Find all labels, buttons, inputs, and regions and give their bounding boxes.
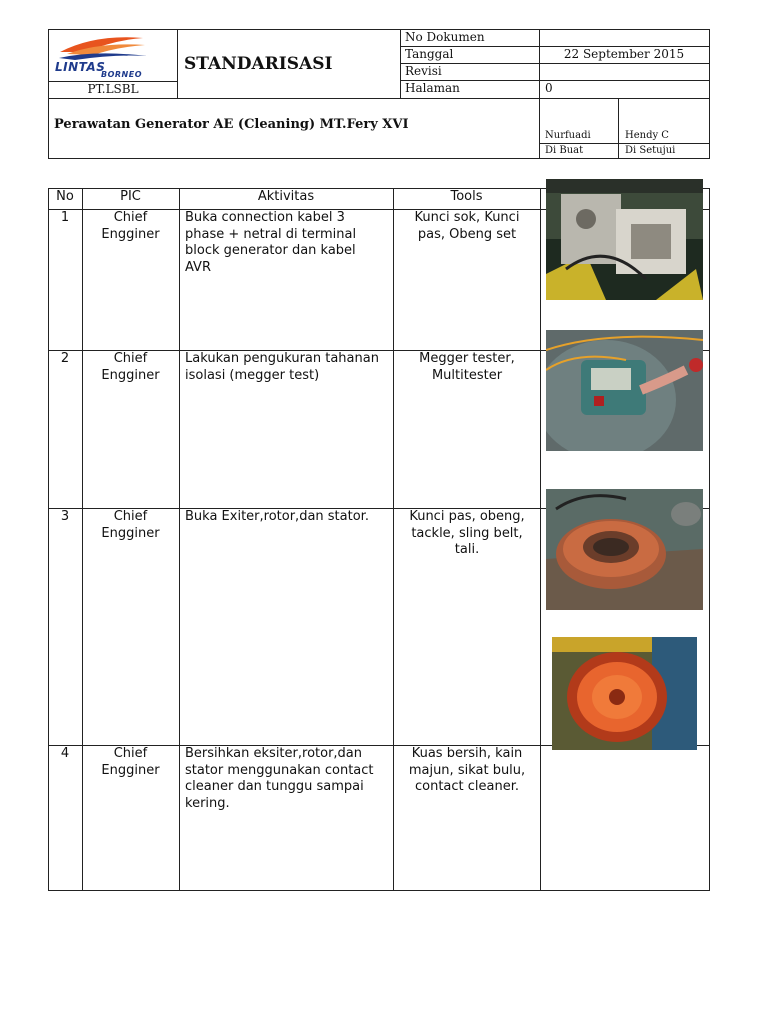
row-1-tools: Kunci sok, Kunci pas, Obeng set <box>414 210 520 242</box>
approved-by-label: Di Setujui <box>625 145 676 156</box>
field-label-no-dokumen: No Dokumen <box>405 30 485 44</box>
field-label-tanggal: Tanggal <box>405 47 454 61</box>
row-4-pic: Chief Engginer <box>101 746 160 778</box>
row-2-activity: Lakukan pengukuran tahanan isolasi (megger test) <box>185 351 379 383</box>
company-logo <box>55 32 155 80</box>
field-value-tanggal: 22 September 2015 <box>563 47 685 61</box>
field-value-halaman: 0 <box>545 81 553 95</box>
photo-rotor <box>552 637 697 750</box>
photo-generator-terminal <box>546 179 703 300</box>
row-2-tools: Megger tester, Multitester <box>419 351 515 383</box>
logo-text-lintas: LINTAS <box>55 60 106 74</box>
row-2-no: 2 <box>60 351 70 366</box>
row-4-tools: Kuas bersih, kain majun, sikat bulu, contact cleaner. <box>408 746 526 794</box>
document-title: STANDARISASI <box>184 54 333 74</box>
row-3-tools: Kunci pas, obeng, tackle, sling belt, tali. <box>409 509 525 557</box>
row-1-pic: Chief Engginer <box>101 210 160 242</box>
made-by-name: Nurfuadi <box>545 130 591 141</box>
row-4-activity: Bersihkan eksiter,rotor,dan stator menggunakan contact cleaner dan tunggu sampai kering. <box>185 746 374 811</box>
company-name: PT.LSBL <box>87 82 139 96</box>
row-3-pic: Chief Engginer <box>101 509 160 541</box>
document-subject: Perawatan Generator AE (Cleaning) MT.Fery XVI <box>54 117 409 132</box>
column-header-aktivitas: Aktivitas <box>257 189 315 204</box>
row-3-no: 3 <box>60 509 70 524</box>
column-header-tools: Tools <box>450 189 483 204</box>
photo-megger-test <box>546 330 703 451</box>
field-label-revisi: Revisi <box>405 64 442 78</box>
logo-text-borneo: BORNEO <box>101 70 143 79</box>
row-2-pic: Chief Engginer <box>101 351 160 383</box>
row-4-no: 4 <box>60 746 70 761</box>
row-3-activity: Buka Exiter,rotor,dan stator. <box>185 509 369 524</box>
photo-stator <box>546 489 703 610</box>
made-by-label: Di Buat <box>545 145 584 156</box>
approved-by-name: Hendy C <box>625 130 669 141</box>
row-1-no: 1 <box>60 210 70 225</box>
column-header-pic: PIC <box>120 189 141 204</box>
field-label-halaman: Halaman <box>405 81 460 95</box>
column-header-no: No <box>56 189 74 204</box>
row-1-activity: Buka connection kabel 3 phase + netral di terminal block generator dan kabel AVR <box>185 210 357 275</box>
